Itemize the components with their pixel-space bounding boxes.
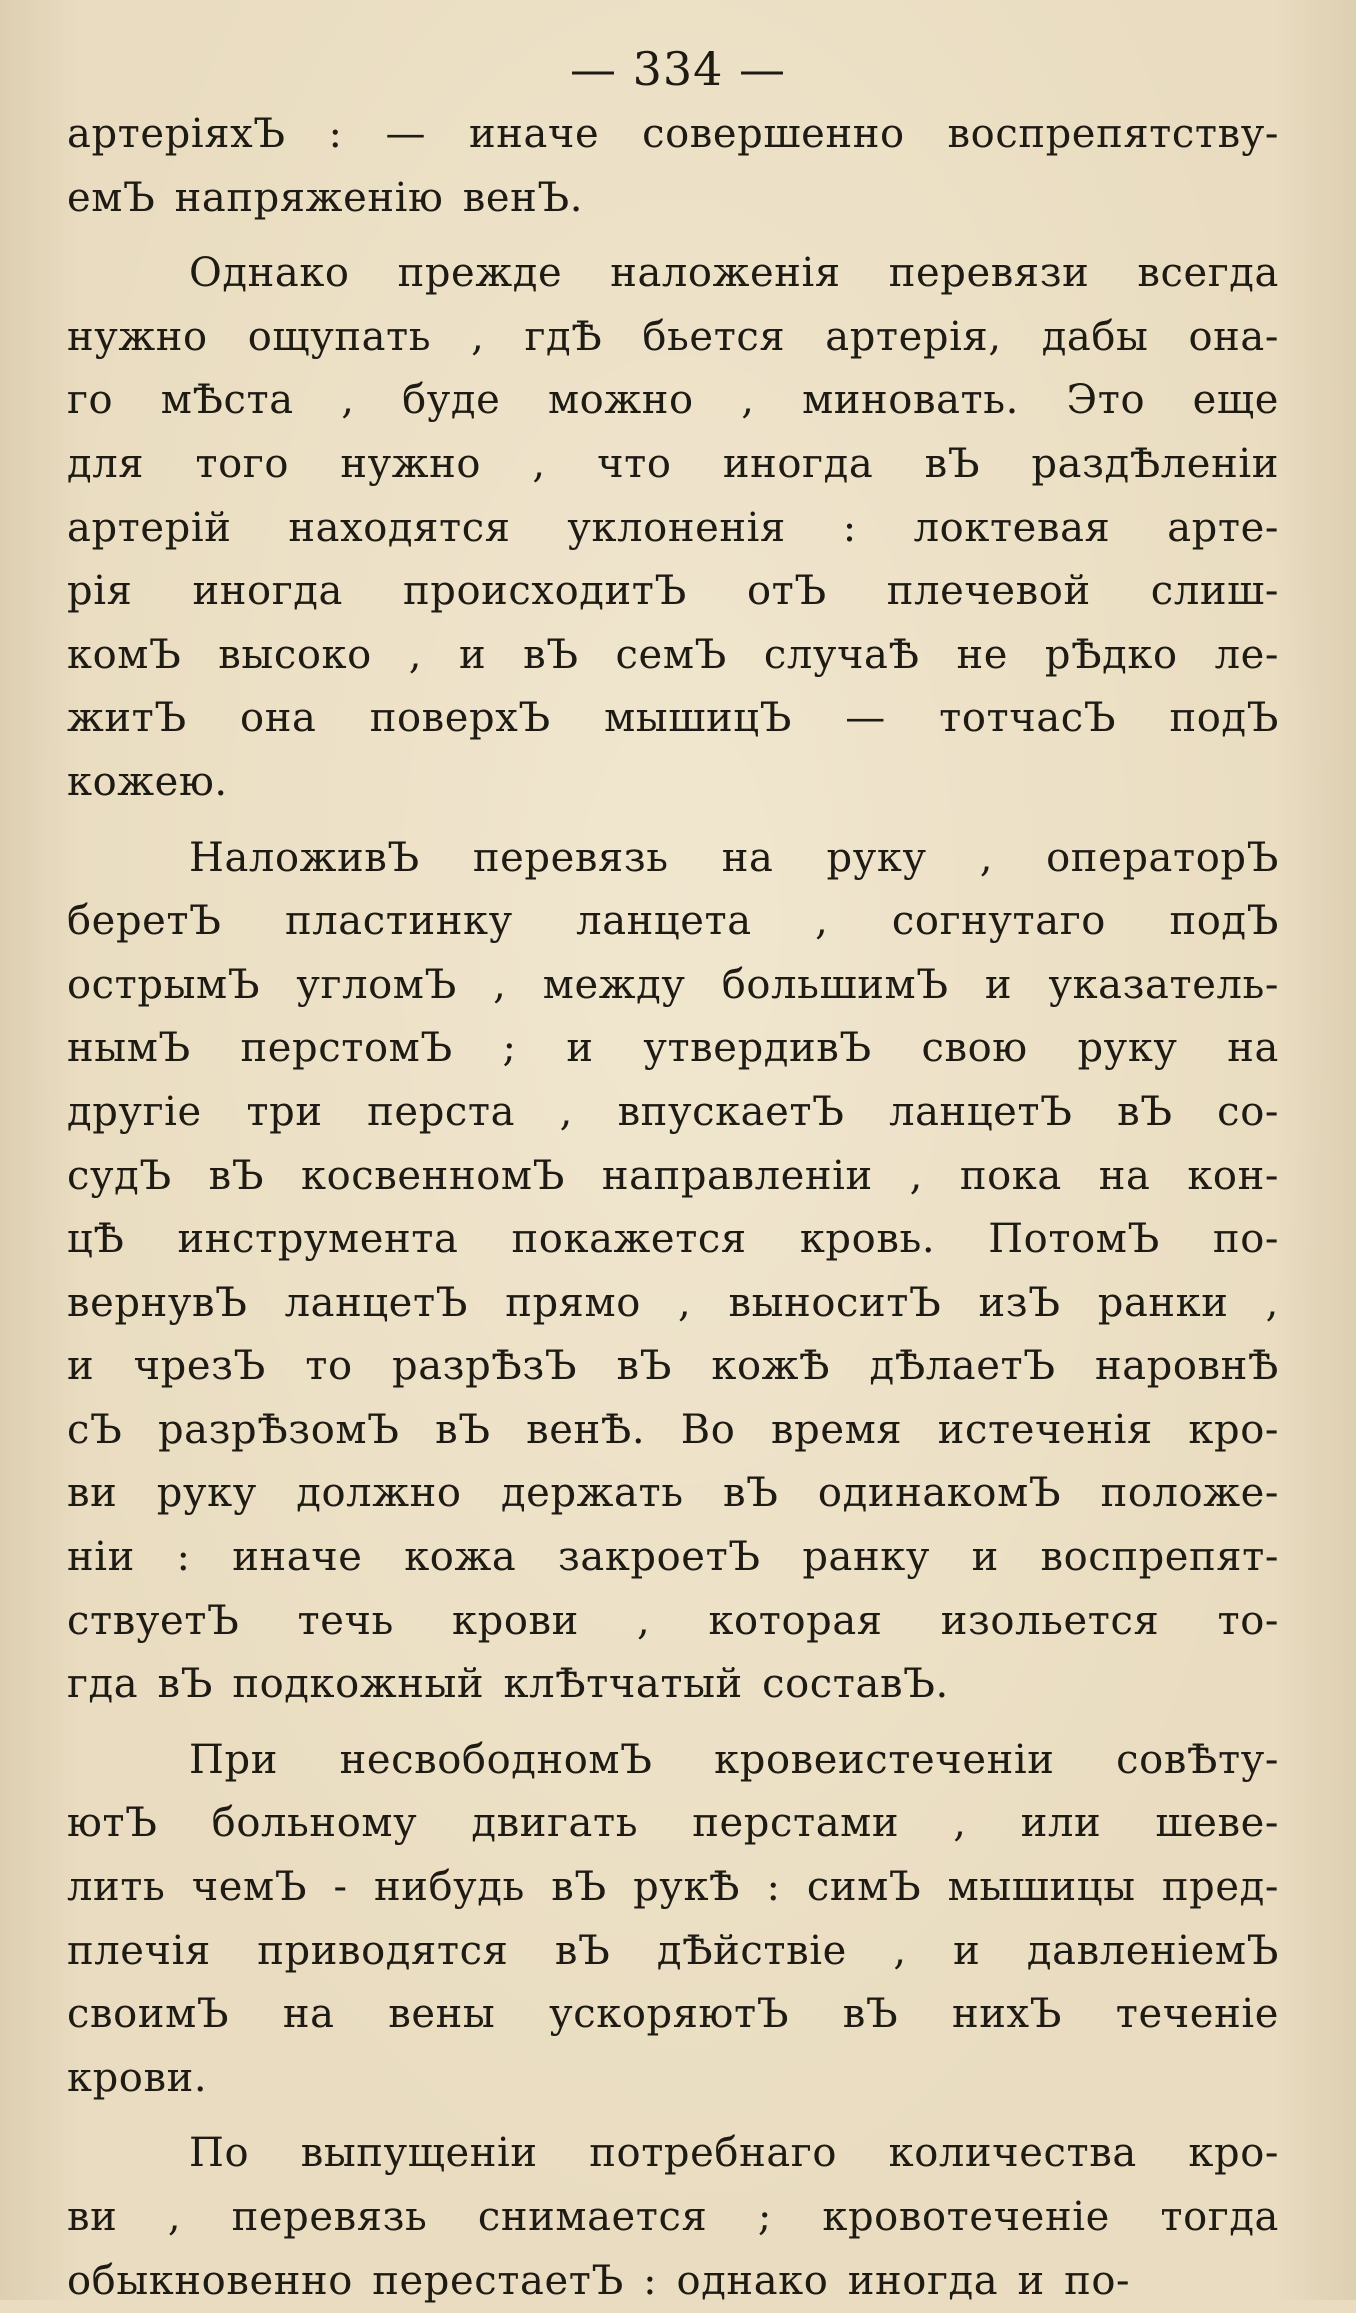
paragraph-gap xyxy=(67,815,1279,827)
text-line: нымЪ перстомЪ ; и утвердивЪ свою руку на xyxy=(67,1025,1279,1072)
text-line: артерій находятся уклоненія : локтевая арте- xyxy=(67,504,1279,551)
text-line: сЪ разрѢзомЪ вЪ венѢ. Во время истеченія кро- xyxy=(67,1406,1279,1453)
text-line: житЪ она поверхЪ мышицЪ — тотчасЪ подЪ xyxy=(67,695,1279,742)
text-line: ви руку должно держать вЪ одинакомЪ положе- xyxy=(67,1470,1279,1517)
paragraph-gap xyxy=(67,2110,1279,2122)
text-line: обыкновенно перестаетЪ : однако иногда и по- xyxy=(67,2257,1131,2304)
text-line: и чрезЪ то разрѢзЪ вЪ кожѢ дѢлаетЪ наровнѢ xyxy=(67,1343,1279,1390)
text-line: гда вЪ подкожный клѢтчатый составЪ. xyxy=(67,1661,949,1708)
text-line: своимЪ на вены ускоряютЪ вЪ нихЪ теченіе xyxy=(67,1991,1279,2038)
page-number: — 334 — xyxy=(569,42,787,96)
text-line: Однако прежде наложенія перевязи всегда xyxy=(189,250,1279,297)
text-line: острымЪ угломЪ , между большимЪ и указатель- xyxy=(67,961,1279,1008)
text-line: ютЪ больному двигать перстами , или шеве- xyxy=(67,1800,1279,1847)
text-line: беретЪ пластинку ланцета , согнутаго подЪ xyxy=(67,898,1279,945)
text-line: артеріяхЪ : — иначе совершенно воспрепятству- xyxy=(67,111,1279,157)
text-line: для того нужно , что иногда вЪ раздѢленіи xyxy=(67,440,1279,487)
text-line: емЪ напряженію венЪ. xyxy=(67,174,584,221)
paragraph xyxy=(67,103,1279,230)
text-line: рія иногда происходитЪ отЪ плечевой слиш- xyxy=(67,568,1279,615)
paragraph xyxy=(67,242,1279,814)
paragraph xyxy=(67,2122,1279,2313)
text-line: ви , перевязь снимается ; кровотеченіе тогда xyxy=(67,2194,1279,2240)
text-line: кожею. xyxy=(67,758,228,805)
text-line: вернувЪ ланцетЪ прямо , выноситЪ изЪ ранки , xyxy=(67,1279,1279,1326)
text-line: ствуетЪ течь крови , которая изольется то- xyxy=(67,1597,1279,1644)
text-line: комЪ высоко , и вЪ семЪ случаѢ не рѢдко ле- xyxy=(67,631,1279,678)
text-line: НаложивЪ перевязь на руку , операторЪ xyxy=(189,834,1279,881)
paragraph xyxy=(67,1729,1279,2111)
text-line: другіе три перста , впускаетЪ ланцетЪ вЪ со- xyxy=(67,1088,1279,1135)
text-line: судЪ вЪ косвенномЪ направленіи , пока на кон- xyxy=(67,1152,1279,1199)
text-line: При несвободномЪ кровеистеченіи совѢту- xyxy=(189,1736,1279,1783)
paragraph-gap xyxy=(67,230,1279,242)
body-text xyxy=(67,103,1279,2313)
text-line: плечія приводятся вЪ дѢйствіе , и давленіемЪ xyxy=(67,1927,1279,1974)
paragraph xyxy=(67,827,1279,1717)
text-line: цѢ инструмента покажется кровь. ПотомЪ по- xyxy=(67,1216,1279,1263)
text-line: крови. xyxy=(67,2054,208,2101)
text-line: го мѢста , буде можно , миновать. Это еще xyxy=(67,377,1279,424)
text-line: лить чемЪ - нибудь вЪ рукѢ : симЪ мышицы пред- xyxy=(67,1864,1279,1911)
text-line: нужно ощупать , гдѢ бьется артерія, дабы она- xyxy=(67,313,1279,360)
paragraph-gap xyxy=(67,1717,1279,1729)
text-line: По выпущеніи потребнаго количества кро- xyxy=(189,2130,1279,2177)
text-line: ніи : иначе кожа закроетЪ ранку и воспрепят- xyxy=(67,1534,1279,1581)
